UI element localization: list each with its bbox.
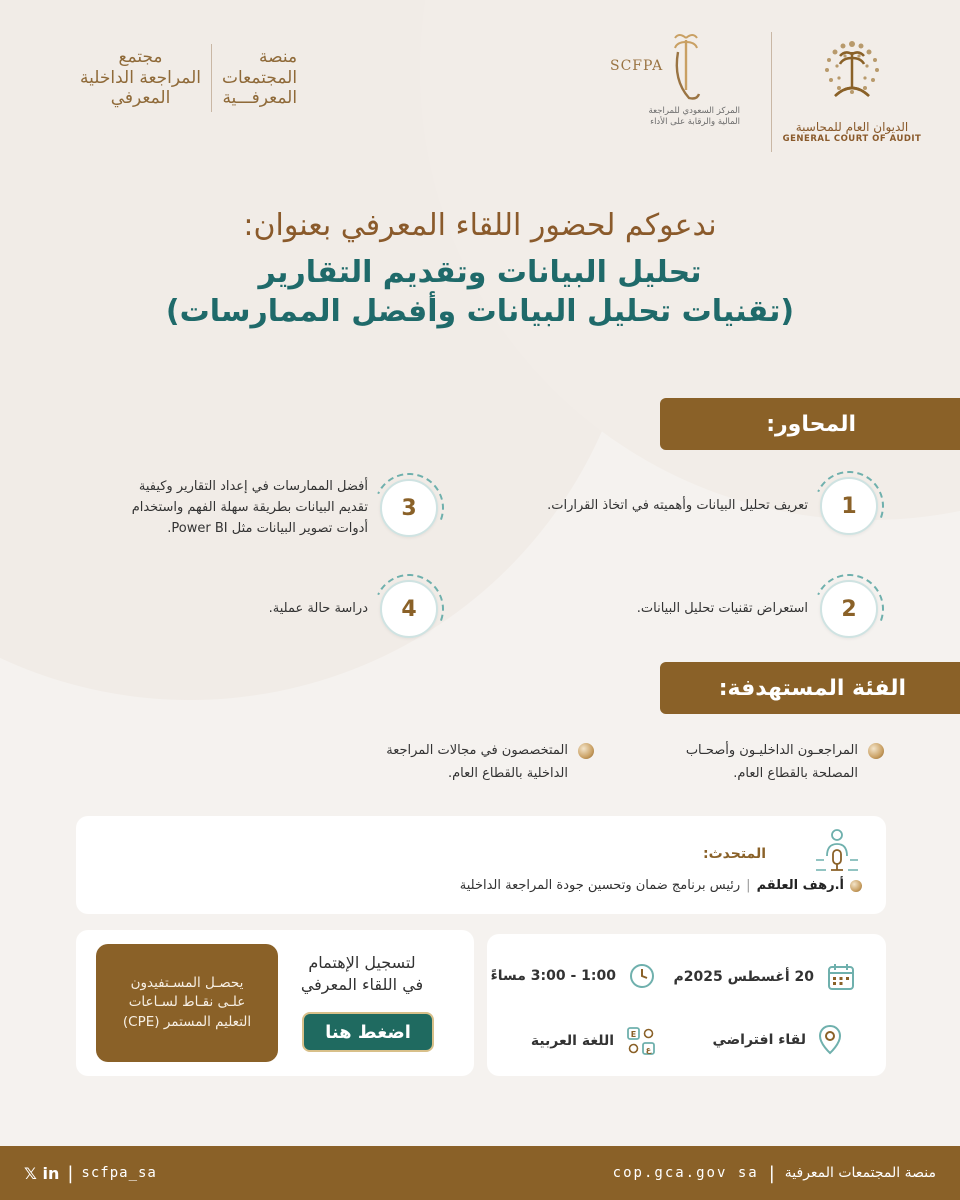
axis-text: دراسة حالة عملية. [268,600,368,616]
bullet-dot-icon [578,743,594,759]
axis-number: 1 [820,477,878,535]
register-button[interactable]: اضغط هنا [302,1012,434,1052]
axis-number: 3 [380,479,438,537]
target-text-line: المصلحة بالقطاع العام. [733,765,858,781]
gca-name-ar: الديوان العام للمحاسبة [795,120,909,134]
axis-text: استعراض تقنيات تحليل البيانات. [636,600,808,616]
platform-line1: منصة [258,47,298,68]
cpe-line: علـى نقـاط لسـاعات [128,994,246,1011]
invite-text: ندعوكم لحضور اللقاء المعرفي بعنوان: [243,208,717,243]
axis-text-line: تقديم البيانات بطريقة سهلة الفهم واستخدام [131,499,368,515]
session-title: تحليل البيانات وتقديم التقارير [258,255,702,290]
cpe-note [96,944,278,1062]
target-heading-text: الفئة المستهدفة: [718,675,906,701]
platform-line3: المعرفـــية [222,88,298,109]
language-icon [626,1026,656,1056]
footer-platform [613,1163,936,1184]
scfpa-name-line1: المركز السعودي للمراجعة [648,106,740,116]
speaker-name: أ.رهف العلقم [756,878,844,893]
separator: | [768,1162,775,1184]
speaker-line [460,878,862,893]
axis-text: تعريف تحليل البيانات وأهميته في اتخاذ القرارات. [547,497,808,513]
svg-text:ع: ع [645,1045,652,1054]
event-mode-text: لقاء افتراضي [712,1032,806,1048]
community-line2: المراجعة الداخلية [80,67,201,88]
community-name [80,47,201,108]
target-text-line: الداخلية بالقطاع العام. [448,765,568,781]
x-linkedin-icon[interactable]: 𝕏 in [24,1163,60,1183]
axes-heading [660,398,960,450]
scfpa-logo [610,30,740,129]
gca-logo [782,30,922,144]
header [0,0,960,180]
speaker-label: المتحدث: [703,846,766,862]
palm-sword-mark-icon [669,30,703,102]
community-line1: مجتمع [118,47,163,68]
speaker-card [76,816,886,914]
platform-divider [211,44,212,112]
separator: | [746,878,751,893]
scfpa-name-line2: المالية والرقابة على الأداء [650,117,740,128]
event-mode [712,1024,842,1056]
platform-name [222,47,297,108]
axis-item [637,580,878,638]
axis-text-line: أفضل الممارسات في إعداد التقارير وكيفية [138,479,368,494]
axis-item [269,580,438,638]
footer-platform-name: منصة المجتمعات المعرفية [784,1165,936,1181]
event-language [531,1026,656,1056]
event-time [491,962,656,990]
target-item [386,740,594,786]
header-divider [771,32,772,152]
clock-icon [628,962,656,990]
axis-text-line: أدوات تصوير البيانات مثل Power BI. [167,520,368,536]
target-heading [660,662,960,714]
speaker-role: رئيس برنامج ضمان وتحسين جودة المراجعة الداخلية [459,878,741,893]
calendar-icon [826,962,856,992]
event-language-text: اللغة العربية [530,1033,614,1049]
axis-number: 2 [820,580,878,638]
svg-text:E: E [630,1030,637,1039]
event-time-text: 1:00 - 3:00 مساءً [490,968,616,984]
event-date-text: 20 أغسطس 2025م [673,969,814,985]
axis-number: 4 [380,580,438,638]
target-text [386,740,568,786]
cpe-line: التعليم المستمر (CPE) [122,1013,252,1030]
target-text-line: المتخصصون في مجالات المراجعة [386,743,568,758]
registration-prompt [282,952,442,997]
speaker-podium-icon [812,826,862,876]
scfpa-abbr: SCFPA [610,58,664,74]
event-date [673,962,856,992]
gca-name-en: GENERAL COURT OF AUDIT [782,134,922,144]
target-item [686,740,884,786]
cpe-line: يحصـل المسـتفيدون [130,974,244,991]
platform-line2: المجتمعات [222,67,298,88]
location-pin-icon [818,1024,842,1056]
footer-url-link[interactable]: cop.gca.gov sa [612,1165,759,1181]
bullet-dot-icon [868,743,884,759]
footer-social [24,1163,157,1184]
registration-prompt-line: في اللقاء المعرفي [300,975,424,995]
separator: | [67,1162,74,1184]
target-text-line: المراجعـون الداخليـون وأصحـاب [685,743,858,758]
axis-item [547,477,878,535]
platform-community-logo [80,44,297,112]
axis-text [132,477,368,539]
community-line3: المعرفي [110,88,171,109]
footer [0,1146,960,1200]
social-handle-link[interactable]: scfpa_sa [81,1165,157,1181]
axis-item [132,477,438,539]
registration-prompt-line: لتسجيل الإهتمام [308,953,416,972]
axes-heading-text: المحاور: [766,411,856,437]
event-info-card [487,934,886,1076]
bullet-dot-icon [850,880,862,892]
palm-swords-emblem-icon [807,30,897,110]
session-subtitle: (تقنيات تحليل البيانات وأفضل الممارسات) [165,294,795,329]
registration-card [76,930,474,1076]
title-block [0,208,960,329]
target-text [686,740,858,786]
